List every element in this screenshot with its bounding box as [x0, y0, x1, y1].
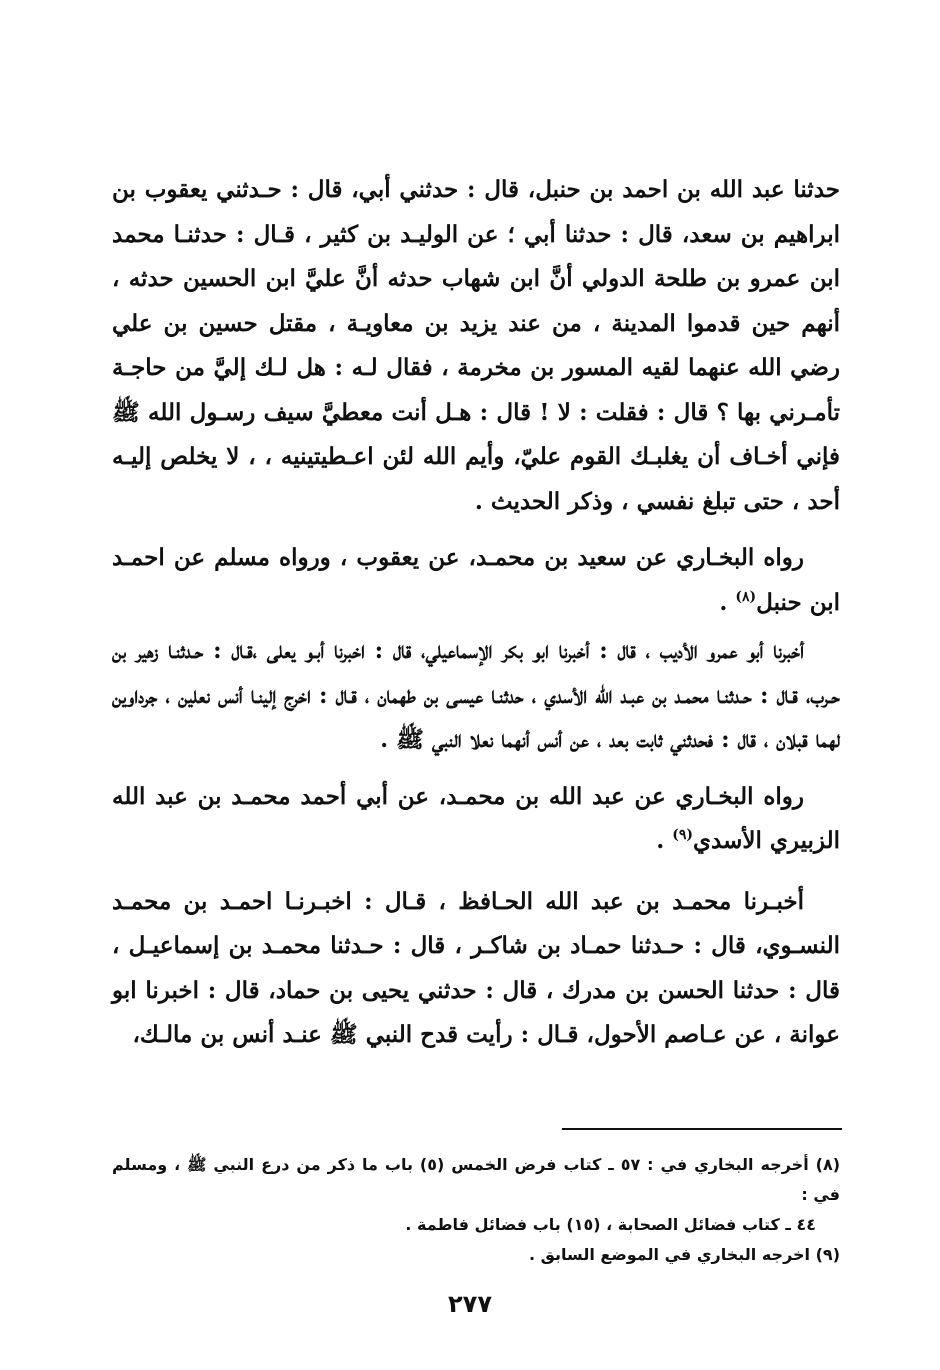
paragraph-end: . [656, 827, 673, 854]
footnote-ref-9: (٩) [672, 827, 694, 843]
footnote-divider [562, 1128, 842, 1130]
paragraph-bukhari-muslim-1 [112, 536, 840, 625]
paragraph-bukhari-2 [112, 775, 840, 864]
footnotes [112, 1150, 840, 1270]
paragraph-hadith-cup: أخبـرنا محمـد بن عبد الله الحـافظ ، قـال : اخبـرنـا احمـد بن محمـد النسـوي، قال : حـدثنا حمـاد بن شاكـر ، قال : حـدثنا محمـد بن إسماعيـل ، قال : حدثنا الحسن بن مدرك ، قال : حدثني يحيى بن حماد، قال : اخبرنا ابو عوانة ، عن عـاصم الأحول، قـال : رأيت قدح النبي ﷺ عنـد أنس بن مالـك، [112, 887, 840, 1048]
paragraph-text: رواه البخـاري عن عبد الله بن محمـد، عن أبي أحمد محمـد بن عبد الله الزبيري الأسدي [112, 782, 840, 854]
main-text [112, 168, 840, 1058]
footnote-9: (٩) اخرجه البخاري في الموضع السابق . [528, 1245, 840, 1264]
paragraph-text: رواه البخـاري عن سعيد بن محمـد، عن يعقوب ، ورواه مسلم عن احمـد ابن حنبل [112, 544, 840, 616]
paragraph-hadith-sword: حدثنا عبد الله بن احمد بن حنبل، قال : حدثني أبي، قال : حـدثني يعقوب بن ابراهيم بن سعد، قال : حدثنا أبي ؛ عن الوليـد بن كثير ، قـال : حدثنـا محمد ابن عمرو بن طلحة الدولي أنَّ ابن شهاب حدثه أنَّ عليَّ ابن الحسين حدثه ، أنهم حين قدموا المدينة ، من عند يزيد بن معاويـة ، مقتل حسين بن علي رضي الله عنهما لقيه المسور بن مخرمة ، فقال لـه : هل لـك إليَّ من حاجـة تأمـرني بها ؟ قال : فقلت : لا ! قال : هـل أنت معطيَّ سيف رسـول الله ﷺ فإني أخـاف أن يغلبـك القوم عليّ، وأيم الله لئن اعـطيتينيه ، ، لا يخلص إليـه أحد ، حتى تبلغ نفسي ، وذكر الحديث . [112, 176, 840, 515]
paragraph-hadith-sandals: أخبرنا أبو عمرو الأديب ، قال : أخبرنا ابو بكر الإسماعيلي، قال : اخبرنا أبـو يعلى ،قـال : حـدثنـا زهير بن حـرب، قـال : حـدثنـا محمـد بن عبـد الله الأسدي ، حدثنـا عيسى بن طهمان ، قـال : اخرج إلينـا أنس نعلين ، جرداوين لهما قبلان ، قال : فحدثني ثابت بعد ، عن أنس أنهما نعلا النبي ﷺ . [112, 637, 840, 753]
footnote-ref-8: (٨) [735, 588, 757, 605]
footnote-8-line-1: (٨) أخرجه البخاري في : ٥٧ ـ كتاب فرض الخمس (٥) باب ما ذكر من درع النبي ﷺ ، ومسلم في : [112, 1155, 841, 1204]
footnote-8-line-2: ٤٤ ـ كتاب فضائل الصحابة ، (١٥) باب فضائل فاطمة . [405, 1215, 816, 1234]
page-number: ٢٧٧ [448, 1290, 492, 1318]
paragraph-end: . [719, 588, 736, 616]
